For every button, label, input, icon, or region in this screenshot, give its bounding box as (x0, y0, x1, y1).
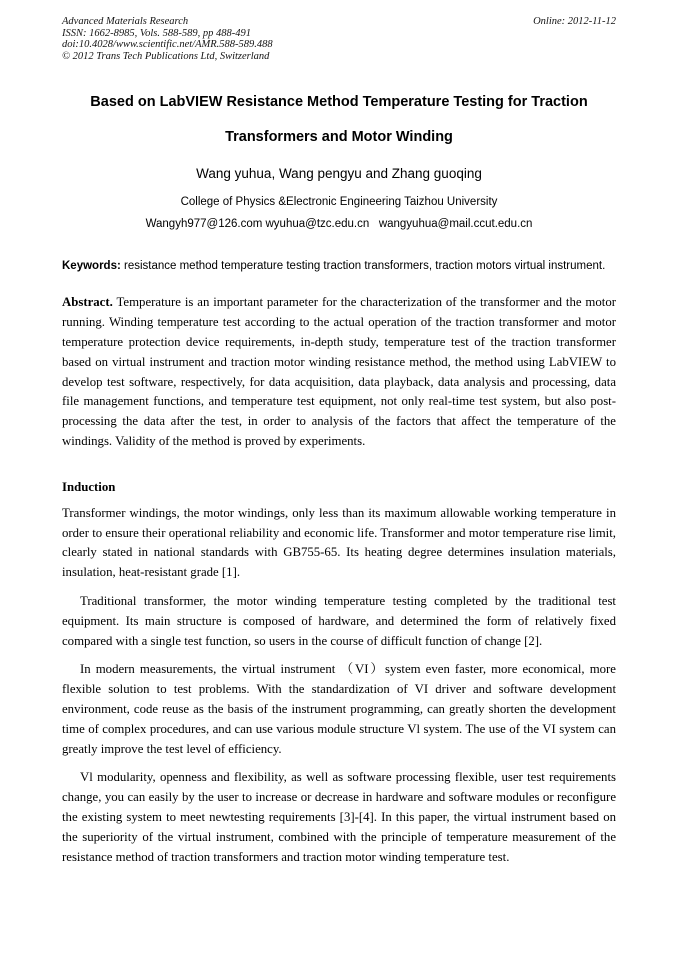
keywords-paragraph (62, 258, 616, 275)
body-paragraph-1: Transformer windings, the motor windings, only less than its maximum allowable working temperature in order to ensure their operational reliability and economic life. Transformer and motor temperature rise limit, clearly stated in national standards with GB755-65. Its heating degree determines insulation materials, insulation, heat-resistant grade [1]. (62, 505, 616, 580)
issn-volume-pages: ISSN: 1662-8985, Vols. 588-589, pp 488-491 (62, 27, 251, 39)
authors: Wang yuhua, Wang pengyu and Zhang guoqing (196, 166, 482, 182)
doi-line: doi:10.4028/www.scientific.net/AMR.588-589.488 (62, 39, 273, 51)
abstract-text: Temperature is an important parameter for the characterization of the transformer and the motor running. Winding temperature test according to the actual operation of the traction transformer and motor temperature protection device requirements, in-depth study, temperature test of the traction transformer based on virtual instrument and traction motor winding resistance method, the method using LabVIEW to develop test software, respectively, for data acquisition, data playback, data analysis and processing, data file management functions, and temperature test equipment, not only real-time test system, but also post-processing the data after the test, in order to analysis of the factors that affect the temperature of the windings. Validity of the method is proved by experiments. (62, 295, 616, 448)
copyright-line: © 2012 Trans Tech Publications Ltd, Switzerland (62, 50, 270, 62)
online-date: Online: 2012-11-12 (533, 16, 616, 27)
journal-header (62, 16, 616, 62)
journal-info-block (62, 16, 273, 62)
body-paragraph-4: Vl modularity, openness and flexibility, as well as software processing flexible, user test requirements change, you can easily by the user to increase or decrease in hardware and software modules or reconfigure the existing system to meet newtesting requirements [3]-[4]. In this paper, the virtual instrument based on the superiority of the virtual instrument, combined with the principle of temperature measurement of the resistance method of traction transformers and traction motor winding temperature test. (62, 770, 616, 864)
author-emails: Wangyh977@126.com wyuhua@tzc.edu.cn wangyuhua@mail.ccut.edu.cn (145, 218, 533, 231)
abstract-paragraph (62, 293, 616, 451)
affiliation: College of Physics &Electronic Engineering Taizhou University (180, 196, 498, 209)
title-line-1: Based on LabVIEW Resistance Method Temperature Testing for Traction (90, 94, 588, 111)
section-heading-induction: Induction (62, 479, 116, 494)
abstract-label: Abstract. (62, 295, 113, 310)
keywords-text: resistance method temperature testing traction transformers, traction motors virtual instrument. (120, 260, 606, 273)
journal-name: Advanced Materials Research (62, 16, 189, 27)
title-line-2: Transformers and Motor Winding (225, 129, 453, 146)
keywords-label: Keywords: (62, 260, 121, 273)
page-title (62, 94, 616, 145)
body-paragraph-2: Traditional transformer, the motor winding temperature testing completed by the traditional test equipment. Its main structure is composed of hardware, and determined the form of relatively fixed compared with a single test function, so users in the course of difficult function of change [2]. (62, 593, 616, 648)
body-paragraph-3: In modern measurements, the virtual instrument （VI）system even faster, more economical, more flexible solution to test problems. With the standardization of VI driver and software development environment, code reuse as the basis of the instrument programming, can greatly shorten the development time of complex procedures, and can use various module structure Vl system. The use of the VI system can greatly improve the test level of efficiency. (62, 662, 616, 756)
